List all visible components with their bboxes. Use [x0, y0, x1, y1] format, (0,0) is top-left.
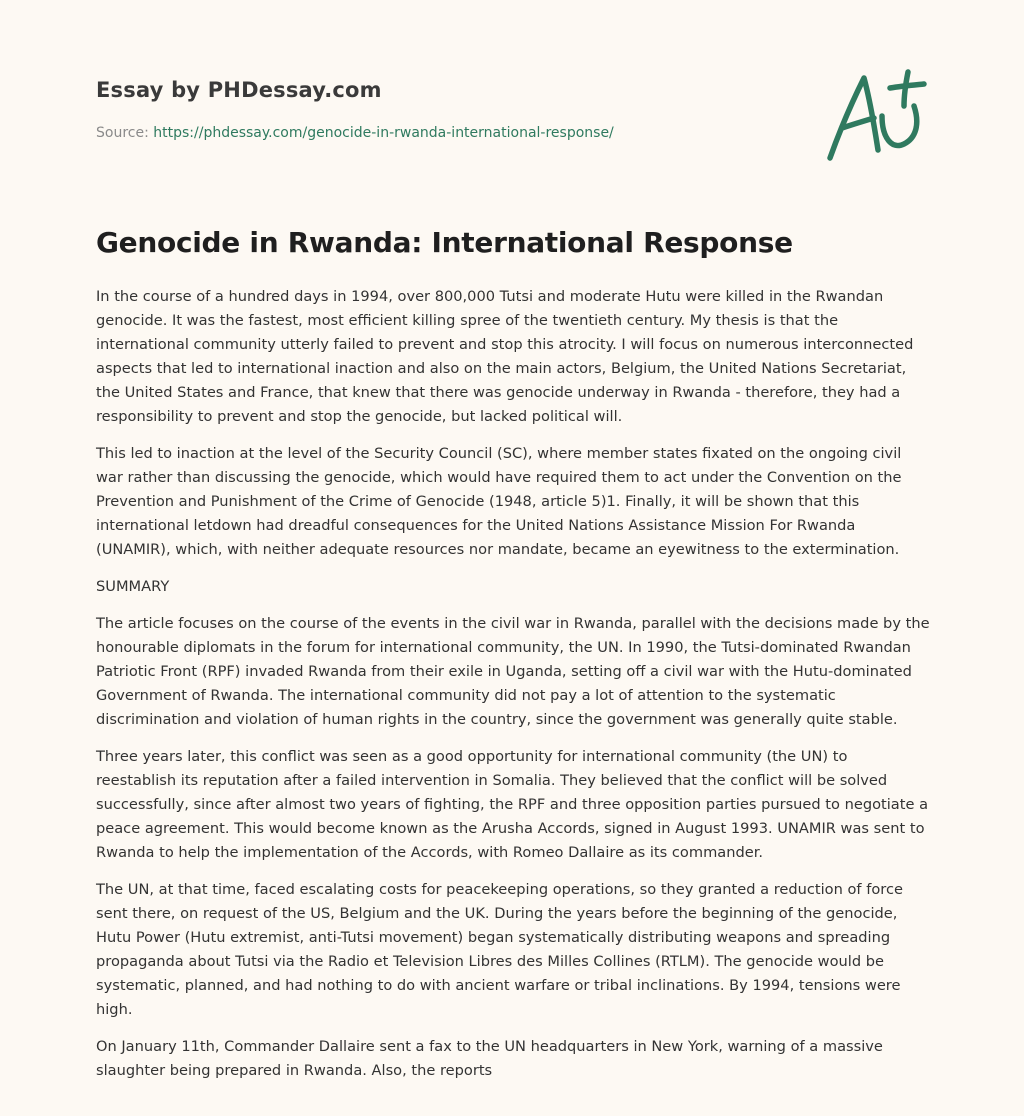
header	[96, 0, 932, 200]
essay-title: Genocide in Rwanda: International Response	[96, 226, 793, 259]
section-heading-summary: SUMMARY	[96, 578, 170, 595]
source-label: Source:	[96, 125, 149, 141]
brand-title: Essay by PHDessay.com	[96, 78, 382, 102]
essay-paragraph: This led to inaction at the level of the Security Council (SC), where member states fixated on the ongoing civil war rather than discussing the genocide, which would have required them to act under the Convention on the Prevention and Punishment of the Crime of Genocide (1948, article 5)1. Finally, it will be shown that this international letdown had dreadful consequences for the United Nations Assistance Mission For Rwanda (UNAMIR), which, with neither adequate resources nor mandate, became an eyewitness to the extermination.	[96, 445, 902, 558]
essay-paragraph: In the course of a hundred days in 1994, over 800,000 Tutsi and moderate Hutu were killed in the Rwandan genocide. It was the fastest, most efficient killing spree of the twentieth century. My thesis is that the international community utterly failed to prevent and stop this atrocity. I will focus on numerous interconnected aspects that led to international inaction and also on the main actors, Belgium, the United Nations Secretariat, the United States and France, that knew that there was genocide underway in Rwanda - therefore, they had a responsibility to prevent and stop the genocide, but lacked political will.	[96, 288, 914, 425]
a-plus-logo-icon	[824, 66, 928, 166]
source-line	[96, 125, 614, 141]
essay-paragraph: On January 11th, Commander Dallaire sent a fax to the UN headquarters in New York, warning of a massive slaughter being prepared in Rwanda. Also, the reports	[96, 1038, 883, 1079]
essay-page	[96, 0, 932, 1116]
essay-paragraph: The UN, at that time, faced escalating costs for peacekeeping operations, so they granted a reduction of force sent there, on request of the US, Belgium and the UK. During the years before the beginning of the genocide, Hutu Power (Hutu extremist, anti-Tutsi movement) began systematically distributing weapons and spreading propaganda about Tutsi via the Radio et Television Libres des Milles Collines (RTLM). The genocide would be systematic, planned, and had nothing to do with ancient warfare or tribal inclinations. By 1994, tensions were high.	[96, 881, 903, 1018]
essay-paragraph: Three years later, this conflict was seen as a good opportunity for international community (the UN) to reestablish its reputation after a failed intervention in Somalia. They believed that the conflict will be solved successfully, since after almost two years of fighting, the RPF and three opposition parties pursued to negotiate a peace agreement. This would become known as the Arusha Accords, signed in August 1993. UNAMIR was sent to Rwanda to help the implementation of the Accords, with Romeo Dallaire as its commander.	[96, 748, 929, 861]
essay-body	[96, 285, 932, 1096]
essay-paragraph: The article focuses on the course of the events in the civil war in Rwanda, parallel with the decisions made by the honourable diplomats in the forum for international community, the UN. In 1990, the Tutsi-dominated Rwandan Patriotic Front (RPF) invaded Rwanda from their exile in Uganda, setting off a civil war with the Hutu-dominated Government of Rwanda. The international community did not pay a lot of attention to the systematic discrimination and violation of human rights in the country, since the government was generally quite stable.	[96, 615, 930, 728]
source-link[interactable]: https://phdessay.com/genocide-in-rwanda-international-response/	[153, 125, 614, 141]
